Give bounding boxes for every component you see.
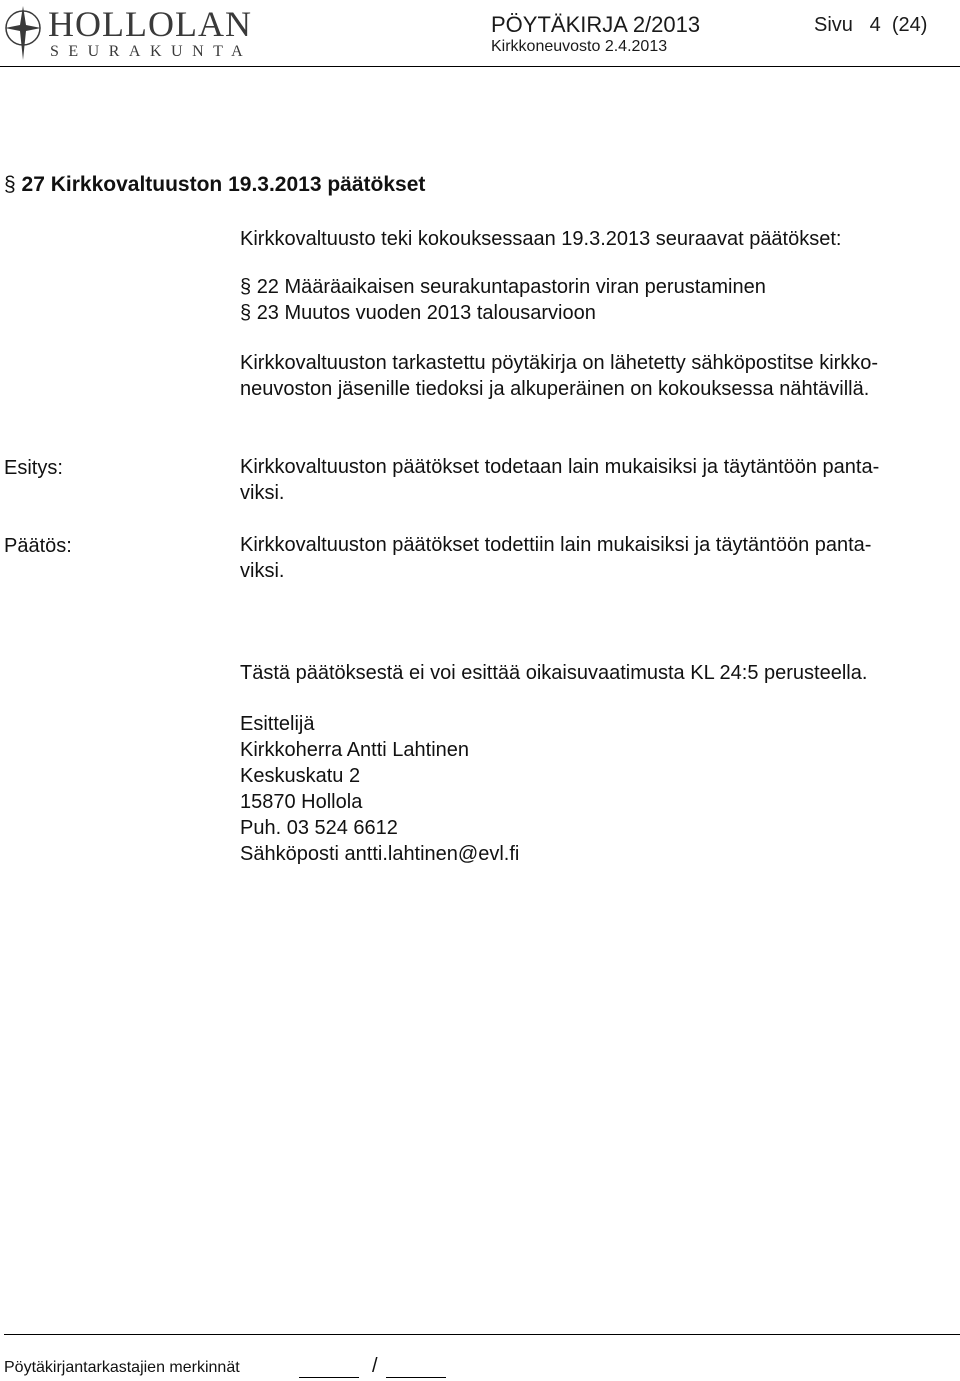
presenter-name: Kirkkoherra Antti Lahtinen [240, 739, 470, 761]
proposal-label: Esitys: [4, 457, 63, 479]
signature-blank [386, 1377, 446, 1378]
decision-label: Päätös: [4, 535, 72, 557]
header-divider [0, 66, 960, 67]
logo-wordmark: HOLLOLAN [48, 4, 252, 44]
section-sign: § [240, 276, 252, 298]
footer-divider [4, 1334, 960, 1335]
signature-blank [299, 1377, 359, 1378]
decision-line: viksi. [240, 560, 285, 582]
decision-item-text: 22 Määräaikaisen seurakuntapastorin viran perustaminen [256, 276, 766, 298]
hollola-parish-logo [4, 4, 276, 62]
footer-label: Pöytäkirjantarkastajien merkinnät [4, 1359, 240, 1376]
footer-slash: / [372, 1355, 378, 1377]
presenter-street: Keskuskatu 2 [240, 765, 361, 787]
section-heading [4, 173, 425, 197]
section-sign: § [4, 173, 16, 196]
logo-subtitle: SEURAKUNTA [50, 43, 253, 60]
document-title: PÖYTÄKIRJA 2/2013 [491, 12, 701, 37]
section-sign: § [240, 302, 252, 324]
presenter-title: Esittelijä [240, 713, 315, 735]
proposal-line: Kirkkovaltuuston päätökset todetaan lain mukaisiksi ja täytäntöön panta- [240, 456, 880, 478]
intro-text: Kirkkovaltuusto teki kokouksessaan 19.3.2013 seuraavat päätökset: [240, 228, 842, 250]
decision-item [240, 274, 766, 300]
presenter-postal: 15870 Hollola [240, 791, 363, 813]
section-title: 27 Kirkkovaltuuston 19.3.2013 päätökset [21, 173, 426, 196]
paragraph-line: neuvoston jäsenille tiedoksi ja alkuperäinen on kokouksessa nähtävillä. [240, 378, 870, 400]
document-subtitle: Kirkkoneuvosto 2.4.2013 [491, 38, 668, 55]
cross-star-icon [4, 4, 42, 62]
decision-item-text: 23 Muutos vuoden 2013 talousarvioon [256, 302, 596, 324]
paragraph-line: Kirkkovaltuuston tarkastettu pöytäkirja on lähetetty sähköpostitse kirkko- [240, 352, 879, 374]
presenter-email: Sähköposti antti.lahtinen@evl.fi [240, 843, 520, 865]
page-number: Sivu 4 (24) [814, 14, 928, 36]
decision-line: Kirkkovaltuuston päätökset todettiin lain mukaisiksi ja täytäntöön panta- [240, 534, 872, 556]
decision-item [240, 300, 596, 326]
proposal-line: viksi. [240, 482, 285, 504]
appeal-note: Tästä päätöksestä ei voi esittää oikaisuvaatimusta KL 24:5 perusteella. [240, 662, 868, 684]
presenter-phone: Puh. 03 524 6612 [240, 817, 398, 839]
